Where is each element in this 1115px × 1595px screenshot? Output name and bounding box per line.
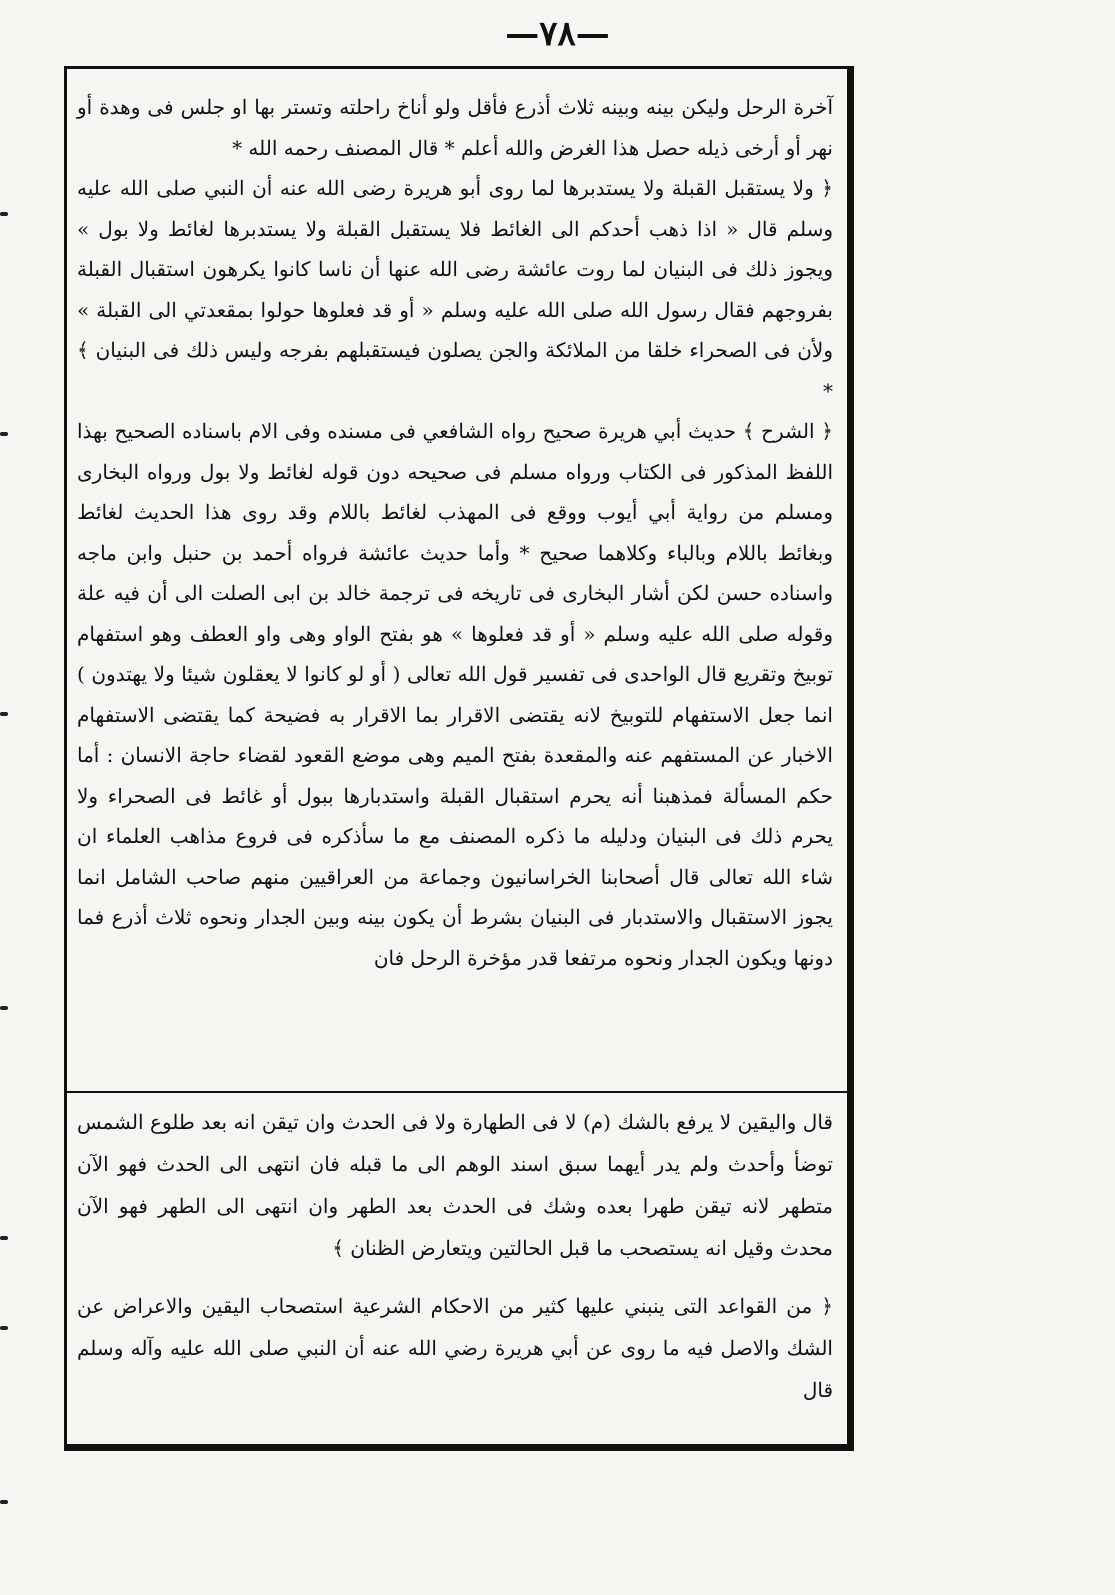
lower-text-block xyxy=(77,1101,833,1431)
section-divider xyxy=(67,1091,847,1093)
main-paragraph: آخرة الرحل وليكن بينه وبينه ثلاث أذرع فأقل ولو أناخ راحلته وتستر بها او جلس فى وهدة أو نهر أو أرخى ذيله حصل هذا الغرض والله أعلم * قال المصنف رحمه الله * xyxy=(77,95,834,160)
main-text-block xyxy=(77,87,833,1087)
lower-paragraph: ﴿ من القواعد التى ينبني عليها كثير من الاحكام الشرعية استصحاب اليقين والاعراض عن الشك والاصل فيه ما روى عن أبي هريرة رضي الله عنه أن النبي صلى الله عليه وآله وسلم قال xyxy=(77,1294,833,1402)
lower-paragraph: قال واليقين لا يرفع بالشك (م) لا فى الطهارة ولا فى الحدث وان تيقن انه بعد طلوع الشمس توضأ وأحدث ولم يدر أيهما سبق اسند الوهم الى ما قبله فان انتهى الى الحدث فهو الآن متطهر لانه تيقن طهرا بعده وشك فى الحدث بعد الطهر وان انتهى الى الطهر فهو الآن محدث وقيل انه يستصحب ما قبل الحالتين ويتعارض الظنان ﴾ xyxy=(77,1110,833,1260)
page-number: —٧٨— xyxy=(505,14,610,54)
main-paragraph: ﴿ ولا يستقبل القبلة ولا يستدبرها لما روى أبو هريرة رضى الله عنه أن النبي صلى الله عليه وسلم قال « اذا ذهب أحدكم الى الغائط فلا يستقبل القبلة ولا يستدبرها لغائط ولا بول » ويجوز ذلك فى البنيان لما روت عائشة رضى الله عنها أن ناسا كانوا يكرهون استقبال القبلة بفروجهم فقال رسول الله صلى الله عليه وسلم « أو قد فعلوها حولوا بمقعدتي الى القبلة » ولأن فى الصحراء خلقا من الملائكة والجن يصلون فيستقبلهم بفرجه وليس ذلك فى البنيان ﴾ * xyxy=(77,176,833,403)
page-frame xyxy=(64,66,854,1451)
main-paragraph: ﴿ الشرح ﴾ حديث أبي هريرة صحيح رواه الشافعي فى مسنده وفى الام باسناده الصحيح بهذا اللفظ المذكور فى الكتاب ورواه مسلم فى صحيحه دون قوله لغائط ولا بول ورواه البخارى ومسلم من رواية أبي أيوب ووقع فى المهذب لغائط باللام وقد روى هذا الحديث لغائط وبغائط باللام وبالباء وكلاهما صحيح * وأما حديث عائشة فرواه أحمد بن حنبل وابن ماجه واسناده حسن لكن أشار البخارى فى تاريخه فى ترجمة خالد بن ابى الصلت الى أن فيه علة وقوله صلى الله عليه وسلم « أو قد فعلوها » هو بفتح الواو وهى واو العطف وهو استفهام توبيخ وتقريع قال الواحدى فى تفسير قول الله تعالى ( أو لو كانوا لا يعقلون شيئا ولا يهتدون ) انما جعل الاستفهام للتوبيخ لانه يقتضى الاقرار بما الاقرار به فضيحة كما يقتضى الاستفهام الاخبار عن المستفهم عنه والمقعدة بفتح الميم وهى موضع القعود لقضاء حاجة الانسان : أما حكم المسألة فمذهبنا أنه يحرم استقبال القبلة واستدبارها ببول أو غائط فى الصحراء ولا يحرم ذلك فى البنيان ودليله ما ذكره المصنف مع ما سأذكره فى فروع مذاهب العلماء ان شاء الله تعالى قال أصحابنا الخراسانيون وجماعة من العراقيين منهم صاحب الشامل انما يجوز الاستقبال والاستدبار فى البنيان بشرط أن يكون بينه وبين الجدار ونحوه ثلاث أذرع فما دونها ويكون الجدار ونحوه مرتفعا قدر مؤخرة الرحل فان xyxy=(77,419,833,970)
